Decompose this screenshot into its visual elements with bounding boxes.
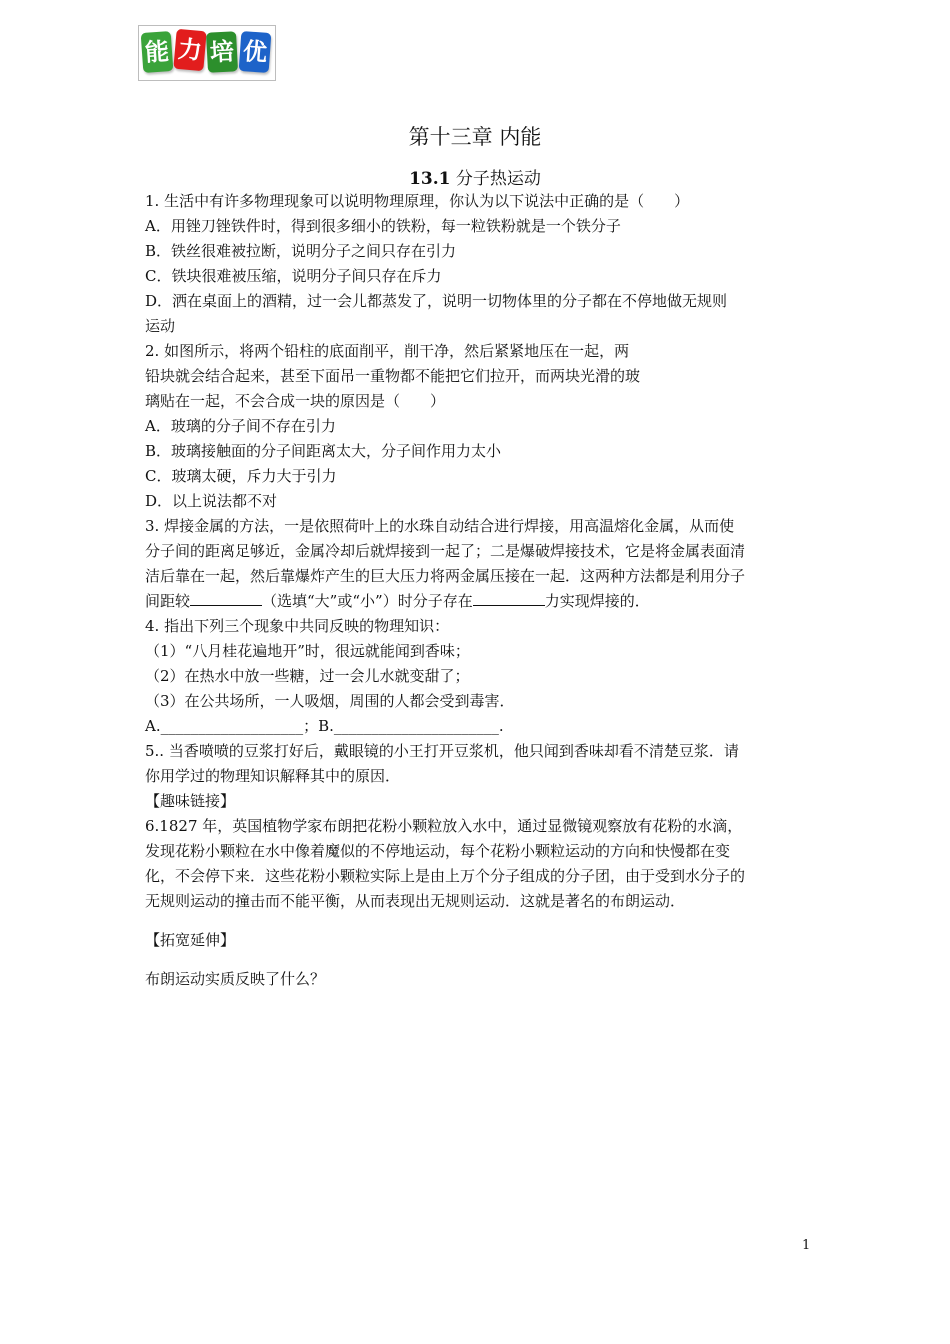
option-a: A．用锉刀锉铁件时，得到很多细小的铁粉，每一粒铁粉就是一个铁分子 [145, 217, 621, 235]
answer-line: A.___________________；B.______________________. [145, 717, 504, 735]
question-2 [145, 339, 810, 514]
phenomenon-2: （2）在热水中放一些糖，过一会儿水就变甜了； [145, 667, 470, 685]
question-stem-cont: 铅块就会结合起来，甚至下面吊一重物都不能把它们拉开，而两块光滑的玻 [145, 367, 641, 385]
paragraph-line: 6.1827 年，英国植物学家布朗把花粉小颗粒放入水中，通过显微镜观察放有花粉的水滴， [145, 817, 743, 835]
question-stem: 3. 焊接金属的方法，一是依照荷叶上的水珠自动结合进行焊接，用高温熔化金属，从而使 [145, 517, 735, 535]
question-1 [145, 189, 810, 339]
option-d: D．洒在桌面上的酒精，过一会儿都蒸发了，说明一切物体里的分子都在不停地做无规则 [145, 292, 728, 310]
fill-text: 力实现焊接的． [544, 592, 650, 610]
section-title [0, 164, 950, 189]
question-5 [145, 739, 810, 789]
question-stem-cont: 分子间的距离足够近，金属冷却后就焊接到一起了；二是爆破焊接技术，它是将金属表面清 [145, 542, 746, 560]
extension-question: 布朗运动实质反映了什么？ [145, 970, 326, 988]
phenomenon-3: （3）在公共场所，一人吸烟，周围的人都会受到毒害． [145, 692, 515, 710]
fill-text: 间距较 [145, 592, 191, 610]
section-name: 分子热运动 [455, 169, 541, 189]
option-c: C．铁块很难被压缩，说明分子间只存在斥力 [145, 267, 442, 285]
question-stem: 5.. 当香喷喷的豆浆打好后，戴眼镜的小王打开豆浆机，他只闻到香味却看不清楚豆浆．请 [145, 742, 739, 760]
paragraph-line: 无规则运动的撞击而不能平衡，从而表现出无规则运动．这就是著名的布朗运动． [145, 892, 686, 910]
option-d: D．以上说法都不对 [145, 492, 278, 510]
question-fill-line [145, 589, 810, 614]
question-3 [145, 514, 810, 614]
logo [138, 25, 276, 81]
section-heading: 【趣味链接】 [145, 792, 236, 810]
logo-char: 力 [173, 29, 206, 71]
paragraph-line: 发现花粉小颗粒在水中像着魔似的不停地运动，每个花粉小颗粒运动的方向和快慢都在变 [145, 842, 731, 860]
question-stem: 2. 如图所示，将两个铅柱的底面削平，削干净，然后紧紧地压在一起，两 [145, 342, 630, 360]
question-4 [145, 614, 810, 739]
paragraph-line: 化，不会停下来．这些花粉小颗粒实际上是由上万个分子组成的分子团，由于受到水分子的 [145, 867, 746, 885]
chapter-title: 第十三章 内能 [408, 125, 542, 149]
section-number: 13.1 [409, 169, 451, 189]
page-number: 1 [802, 1238, 811, 1253]
logo-char: 优 [239, 31, 272, 73]
section-heading: 【拓宽延伸】 [145, 931, 236, 949]
option-a: A．玻璃的分子间不存在引力 [145, 417, 336, 435]
option-b: B．玻璃接触面的分子间距离太大，分子间作用力太小 [145, 442, 502, 460]
answer-blank[interactable] [473, 589, 545, 606]
question-stem-cont: 璃贴在一起，不会合成一块的原因是（ ） [145, 392, 446, 410]
answer-blank[interactable] [190, 589, 262, 606]
document-body [145, 189, 810, 992]
question-stem: 1. 生活中有许多物理现象可以说明物理原理，你认为以下说法中正确的是（ ） [145, 192, 690, 210]
fun-link-section [145, 789, 810, 914]
phenomenon-1: （1）“八月桂花遍地开”时，很远就能闻到香味； [145, 642, 470, 660]
question-stem-cont: 你用学过的物理知识解释其中的原因． [145, 767, 401, 785]
question-stem-cont: 洁后靠在一起，然后靠爆炸产生的巨大压力将两金属压接在一起．这两种方法都是利用分子 [145, 567, 746, 585]
fill-text: （选填“大”或“小”）时分子存在 [262, 592, 473, 610]
option-d-cont: 运动 [145, 317, 176, 335]
logo-char: 培 [206, 31, 238, 73]
question-stem: 4. 指出下列三个现象中共同反映的物理知识： [145, 617, 450, 635]
logo-char: 能 [141, 31, 174, 73]
option-c: C．玻璃太硬，斥力大于引力 [145, 467, 337, 485]
option-b: B．铁丝很难被拉断，说明分子之间只存在引力 [145, 242, 457, 260]
